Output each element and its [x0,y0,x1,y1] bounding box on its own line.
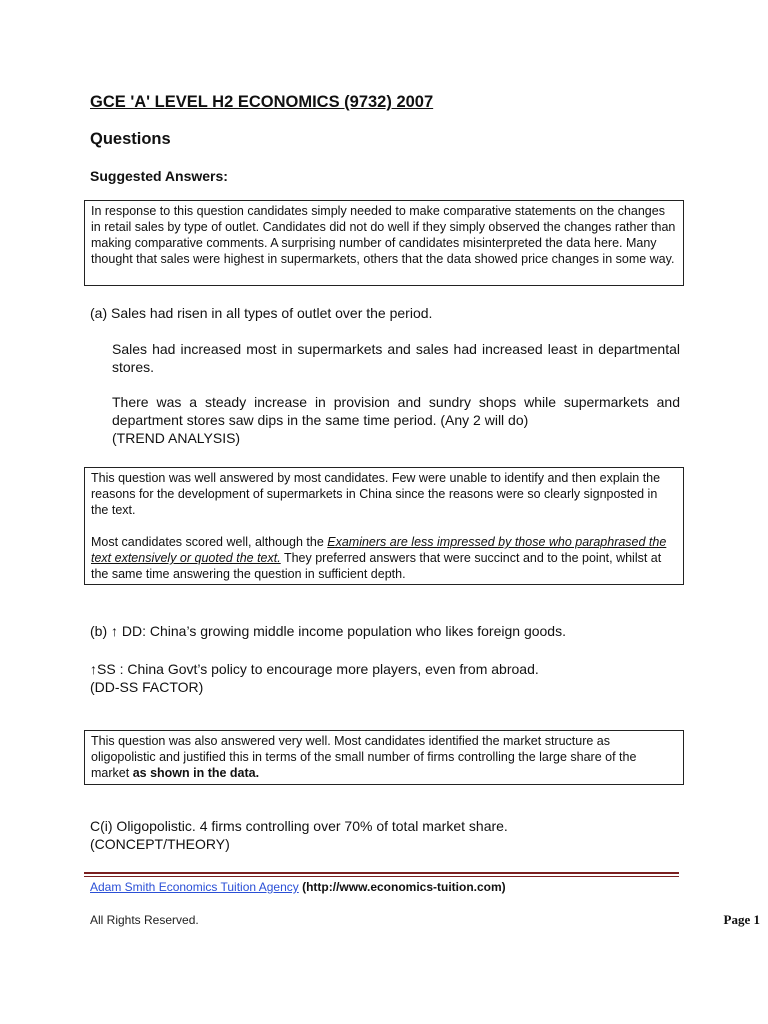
answer-a-line-3: There was a steady increase in provision and sundry shops while supermarkets and department stores saw dips in the same time period. (Any 2 will do) [112,394,680,428]
examiner-comment-box-a [84,200,684,286]
page-number: Page 1 [723,912,760,927]
comment-c-lead: This question was also answered very well. Most candidates identified the market structure as oligopolistic and justified this in terms of the small number of firms controlling the large share of the market [91,734,637,780]
comment-c-bold: as shown in the data. [132,766,260,780]
page-title: GCE 'A' LEVEL H2 ECONOMICS (9732) 2007 [90,93,434,111]
examiner-comment-box-c [84,730,684,785]
copyright-notice: All Rights Reserved. [90,913,199,927]
examiner-comment-para-2 [91,534,677,582]
examiner-comment-box-b [84,467,684,585]
agency-link[interactable]: Adam Smith Economics Tuition Agency [90,880,299,894]
answer-a-line-4: (TREND ANALYSIS) [112,430,241,446]
agency-url: (http://www.economics-tuition.com) [302,880,506,894]
answer-a-intro [90,304,680,322]
answer-b-line-1: (b) ↑ DD: China’s growing middle income population who likes foreign goods. [90,623,566,639]
footer-credit [90,880,506,894]
footer-divider [84,872,679,874]
answer-b-line-2: ↑SS : China Govt’s policy to encourage more players, even from abroad. [90,661,539,677]
para-2-tail: They preferred answers that were succinct and to the point, whilst at the same time answering the question in sufficient depth. [91,551,662,581]
answer-c [90,817,680,853]
examiner-comment-text: In response to this question candidates simply needed to make comparative statements on the changes in retail sales by type of outlet. Candidates did not do well if they simply observed the changes rather than making comparative comments. A surprising number of candidates misinterpreted the data here. Many thought that sales were highest in supermarkets, others that the data showed price changes in some way. [91,204,676,266]
answer-b-demand [90,622,680,640]
answer-a-point-1 [90,340,680,376]
answer-b-line-3: (DD-SS FACTOR) [90,679,204,695]
answer-a-line-1: (a) Sales had risen in all types of outlet over the period. [90,305,433,321]
answer-b-supply [90,660,680,696]
examiner-comment-c-text [91,733,677,781]
suggested-answers-label: Suggested Answers: [90,168,228,184]
para-2-emphasis: Examiners are less impressed by those who paraphrased the text extensively or quoted the text. [91,535,667,565]
answer-a-line-2: Sales had increased most in supermarkets and sales had increased least in departmental stores. [112,341,680,375]
examiner-comment-para-1: This question was well answered by most candidates. Few were unable to identify and then explain the reasons for the development of supermarkets in China since the reasons were so clearly signposted in the text. [91,471,661,517]
footer-divider-thin [84,876,679,877]
para-2-lead: Most candidates scored well, although the [91,535,328,549]
answer-a-point-2 [90,393,680,447]
answer-c-line-2: (CONCEPT/THEORY) [90,836,230,852]
section-heading: Questions [90,130,171,148]
answer-c-line-1: C(i) Oligopolistic. 4 firms controlling over 70% of total market share. [90,818,508,834]
